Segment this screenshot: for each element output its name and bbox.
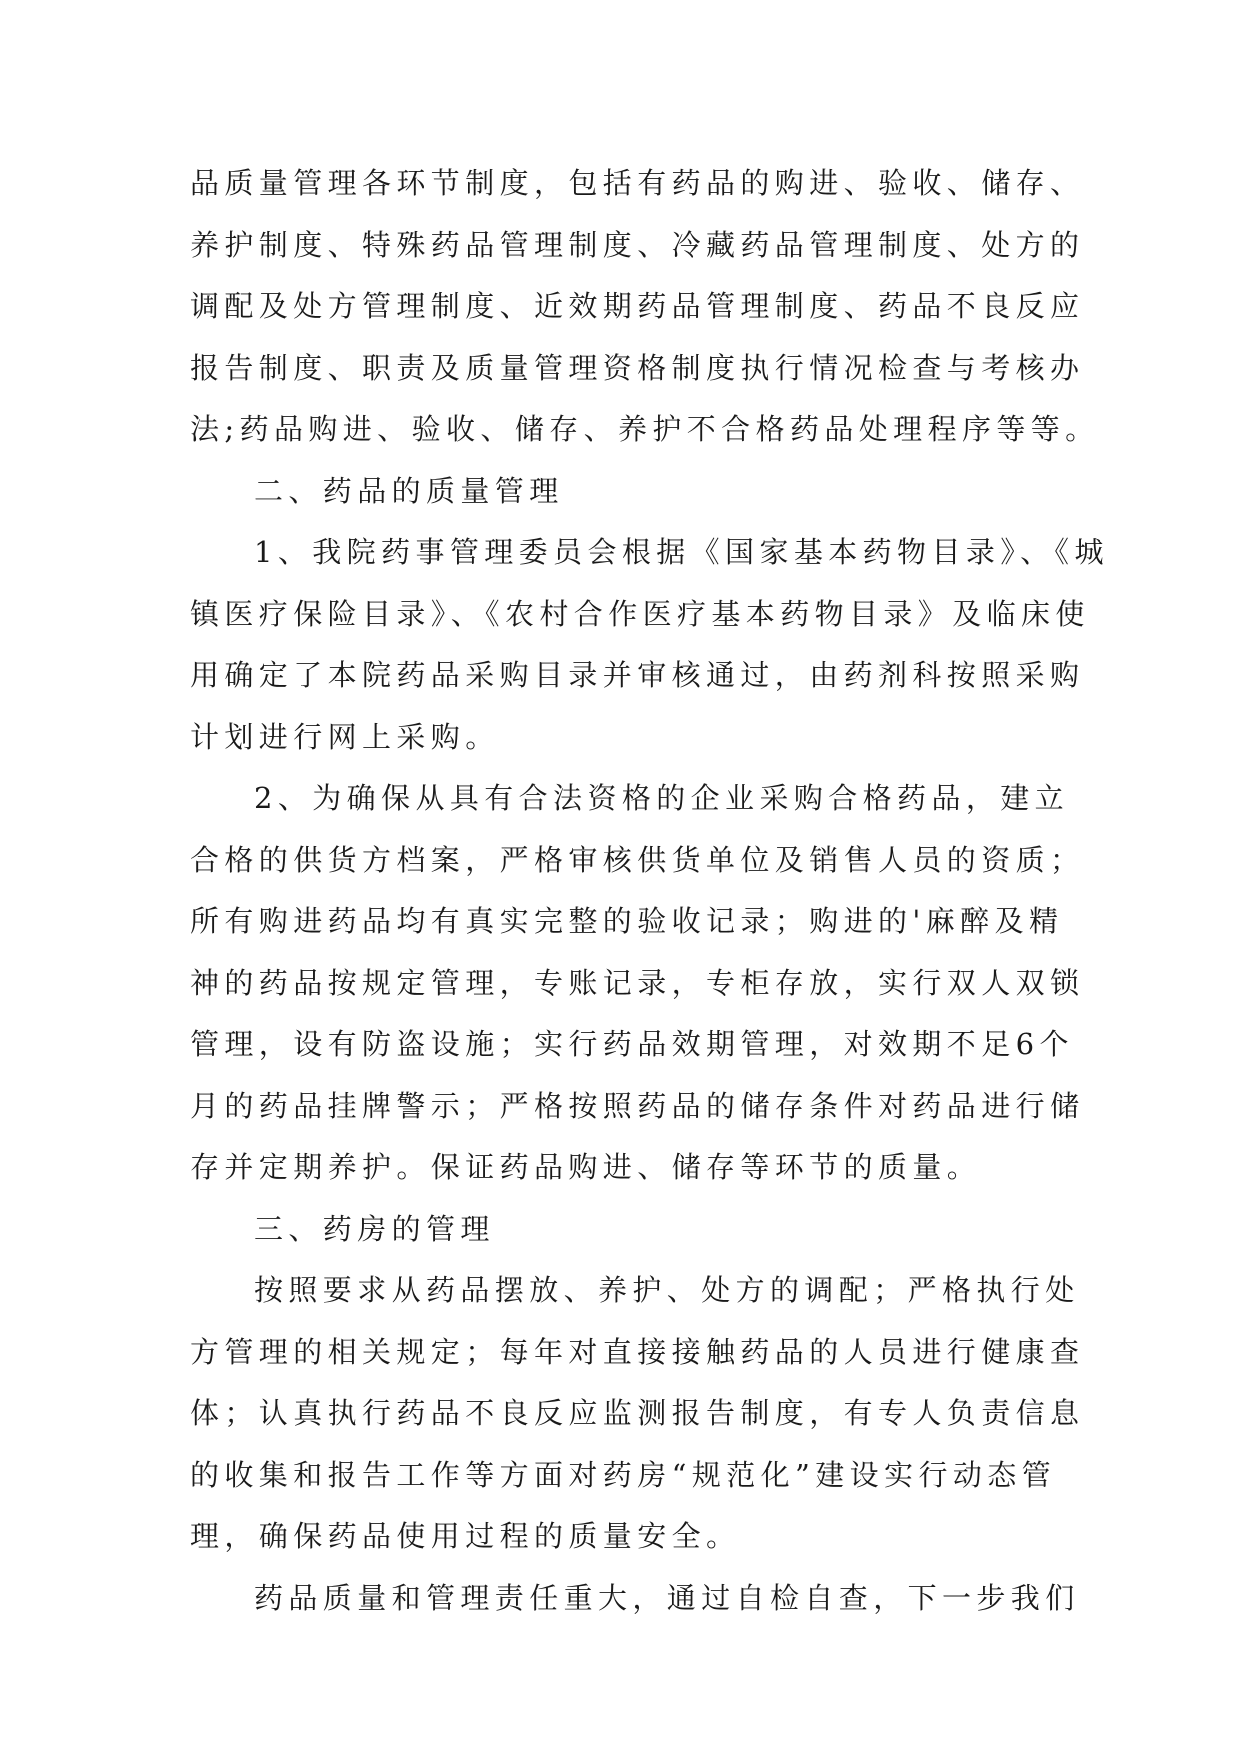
text-line: 用确定了本院药品采购目录并审核通过，由药剂科按照采购 [190, 658, 1085, 692]
paragraph-start-line: 药品质量和管理责任重大，通过自检自查，下一步我们 [254, 1580, 1080, 1615]
text-line: 月的药品挂牌警示；严格按照药品的储存条件对药品进行储 [190, 1088, 1085, 1123]
paragraph-start-line: 二、药品的质量管理 [254, 473, 564, 508]
text-line: 的收集和报告工作等方面对药房“规范化”建设实行动态管 [190, 1457, 1057, 1492]
paragraph-start-line: 1、我院药事管理委员会根据《国家基本药物目录》、《城 [254, 535, 1109, 569]
text-line: 品质量管理各环节制度，包括有药品的购进、验收、储存、 [190, 166, 1085, 200]
paragraph-start-line: 三、药房的管理 [254, 1211, 495, 1246]
paragraph-start-line: 2、为确保从具有合法资格的企业采购合格药品，建立 [254, 781, 1070, 815]
text-line: 法;药品购进、验收、储存、养护不合格药品处理程序等等。 [190, 412, 1100, 446]
text-line: 体；认真执行药品不良反应监测报告制度，有专人负责信息 [190, 1396, 1085, 1430]
text-line: 调配及处方管理制度、近效期药品管理制度、药品不良反应 [190, 289, 1085, 323]
text-line: 报告制度、职责及质量管理资格制度执行情况检查与考核办 [190, 350, 1085, 385]
text-line: 管理，设有防盗设施；实行药品效期管理，对效期不足6个 [190, 1027, 1074, 1061]
text-line: 合格的供货方档案，严格审核供货单位及销售人员的资质； [190, 842, 1085, 877]
paragraph-start-line: 按照要求从药品摆放、养护、处方的调配；严格执行处 [254, 1273, 1080, 1307]
text-line: 计划进行网上采购。 [190, 719, 500, 754]
text-line: 养护制度、特殊药品管理制度、冷藏药品管理制度、处方的 [190, 227, 1085, 262]
text-line: 镇医疗保险目录》、《农村合作医疗基本药物目录》及临床使 [190, 596, 1090, 631]
text-line: 神的药品按规定管理，专账记录，专柜存放，实行双人双锁 [190, 965, 1085, 1000]
text-line: 理，确保药品使用过程的质量安全。 [190, 1519, 741, 1553]
text-line: 所有购进药品均有真实完整的验收记录；购进的'麻醉及精 [190, 904, 1064, 938]
text-line: 方管理的相关规定；每年对直接接触药品的人员进行健康查 [190, 1334, 1085, 1369]
text-line: 存并定期养护。保证药品购进、储存等环节的质量。 [190, 1150, 982, 1184]
document-body [190, 153, 1109, 1629]
